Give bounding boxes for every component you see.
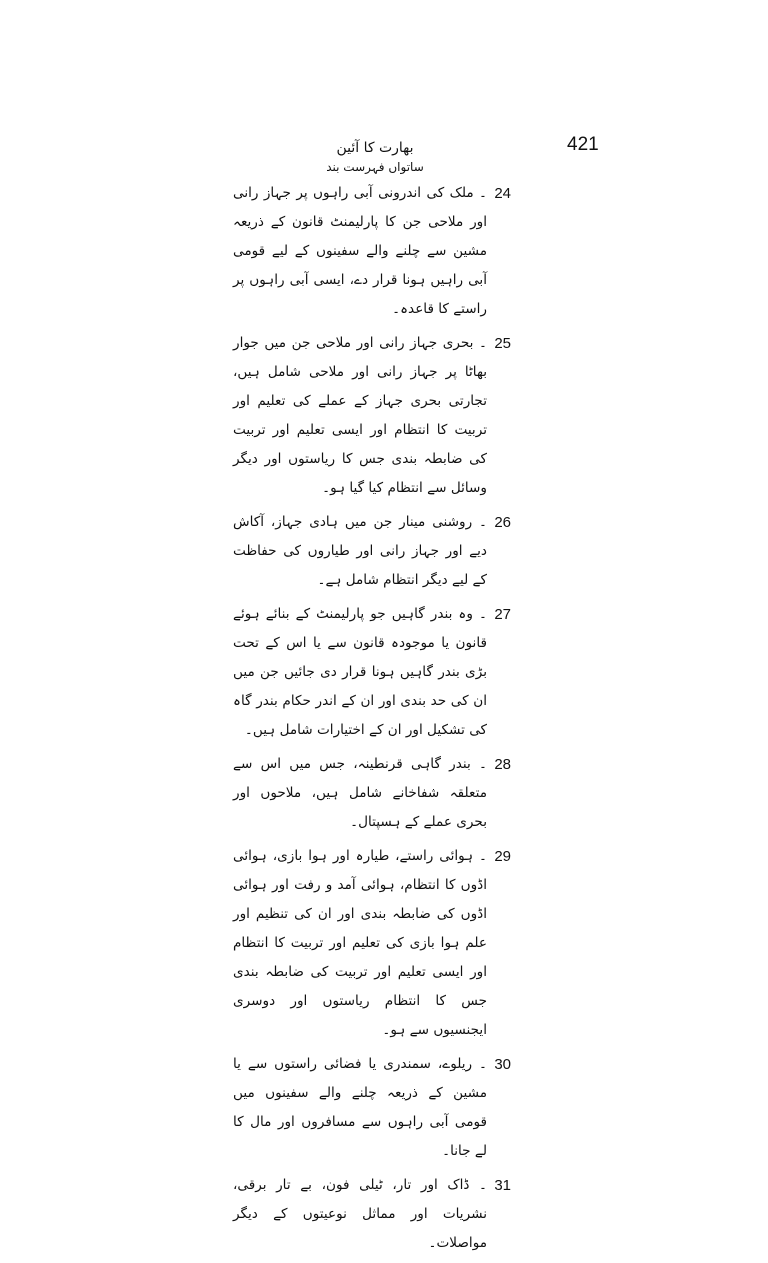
entry-28 — [233, 750, 511, 837]
entry-text: ۔ ڈاک اور تار، ٹیلی فون، بے تار برقی، نشریات اور مماثل نوعیتوں کے دیگر مواصلات۔ — [233, 1177, 487, 1251]
entry-text: ۔ ہوائی راستے، طیارہ اور ہوا بازی، ہوائی اڈوں کا انتظام، ہوائی آمد و رفت اور ہوائی اڈوں کی ضابطہ بندی اور ان کی تنظیم اور علم ہوا بازی کی تعلیم اور تربیت کا انتظام اور ایسی تعلیم اور تربیت کی ضابطہ بندی جس کا انتظام ریاستوں اور دوسری ایجنسیوں سے ہو۔ — [233, 848, 487, 1038]
entry-29 — [233, 842, 511, 1045]
entry-24 — [233, 179, 511, 324]
entry-text: ۔ ریلوے، سمندری یا فضائی راستوں سے یا مشین کے ذریعہ چلنے والے سفینوں میں قومی آبی راہوں سے مسافروں اور مال کا لے جانا۔ — [233, 1056, 487, 1159]
entry-25 — [233, 329, 511, 503]
entry-number: 29 — [494, 848, 511, 865]
entry-number: 31 — [494, 1177, 511, 1194]
entry-text: ۔ وہ بندر گاہیں جو پارلیمنٹ کے بنائے ہوئے قانون یا موجودہ قانون سے یا اس کے تحت بڑی بندر گاہیں ہونا قرار دی جائیں جن میں ان کی حد بندی اور ان کے اندر حکام بندر گاہ کی تشکیل اور ان کے اختیارات شامل ہیں۔ — [233, 606, 487, 738]
entry-text: ۔ روشنی مینار جن میں ہادی جہاز، آکاش دیے اور جہاز رانی اور طیاروں کی حفاظت کے لیے دیگر انتظام شامل ہے۔ — [233, 514, 487, 588]
header-title: بھارت کا آئین — [336, 140, 414, 156]
entry-31 — [233, 1171, 511, 1258]
page-number: 421 — [567, 134, 599, 155]
entry-30 — [233, 1050, 511, 1166]
entry-list — [233, 179, 511, 1263]
entry-text: ۔ بحری جہاز رانی اور ملاحی جن میں جوار بھاٹا پر جہاز رانی اور ملاحی شامل ہیں، تجارتی بحری جہاز کے عملے کی تعلیم اور تربیت کا انتظام اور ایسی تعلیم اور تربیت کی ضابطہ بندی جس کا ریاستوں اور دیگر وسائل سے انتظام کیا گیا ہو۔ — [233, 335, 487, 496]
page-header — [300, 138, 450, 176]
header-subtitle: ساتواں فہرست بند — [326, 160, 424, 174]
entry-number: 24 — [494, 185, 511, 202]
entry-number: 28 — [494, 756, 511, 773]
entry-number: 25 — [494, 335, 511, 352]
entry-number: 30 — [494, 1056, 511, 1073]
entry-text: ۔ بندر گاہی قرنطینہ، جس میں اس سے متعلقہ شفاخانے شامل ہیں، ملاحوں اور بحری عملے کے ہسپتال۔ — [233, 756, 487, 830]
entry-number: 27 — [494, 606, 511, 623]
entry-26 — [233, 508, 511, 595]
entry-number: 26 — [494, 514, 511, 531]
entry-text: ۔ ملک کی اندرونی آبی راہوں پر جہاز رانی اور ملاحی جن کا پارلیمنٹ قانون کے ذریعہ مشین سے چلنے والے سفینوں کے لیے قومی آبی راہیں ہونا قرار دے، ایسی آبی راہوں پر راستے کا قاعدہ۔ — [233, 185, 487, 317]
entry-27 — [233, 600, 511, 745]
